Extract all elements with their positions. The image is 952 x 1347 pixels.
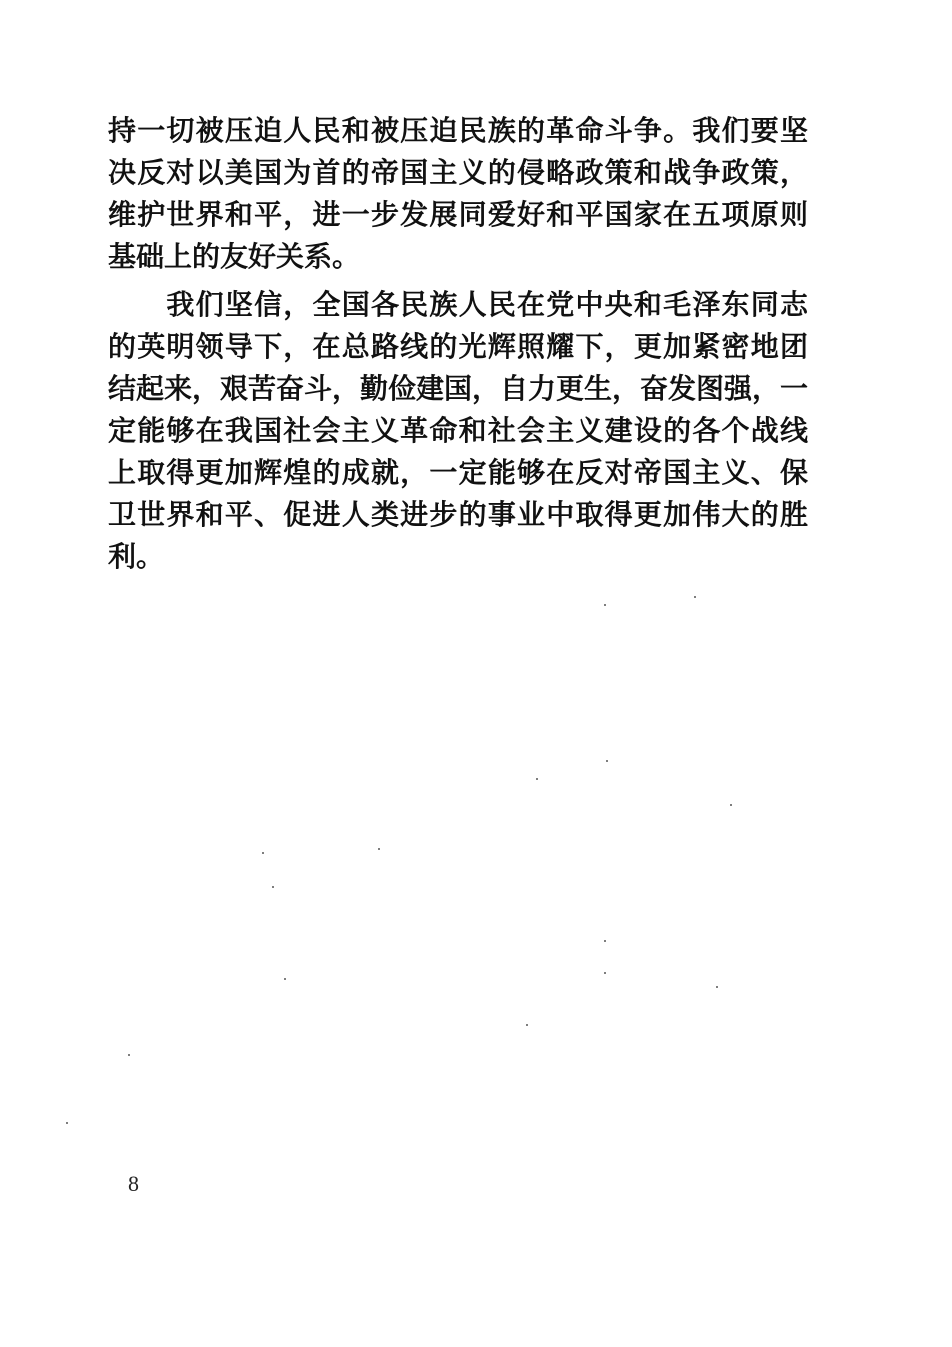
scan-speck xyxy=(284,978,286,980)
scan-speck xyxy=(526,1024,528,1026)
paragraph-1 xyxy=(108,110,808,278)
text-line: 决反对以美国为首的帝国主义的侵略政策和战争政策， xyxy=(108,156,808,189)
text-line: 持一切被压迫人民和被压迫民族的革命斗争。我们要坚 xyxy=(108,114,808,147)
paragraph-2 xyxy=(108,284,808,578)
text-line: 维护世界和平，进一步发展同爱好和平国家在五项原则 xyxy=(108,198,808,231)
text-line: 卫世界和平、促进人类进步的事业中取得更加伟大的胜 xyxy=(108,498,808,531)
text-line: 的英明领导下，在总路线的光辉照耀下，更加紧密地团 xyxy=(108,330,808,363)
scan-speck xyxy=(716,986,718,988)
text-line: 定能够在我国社会主义革命和社会主义建设的各个战线 xyxy=(108,414,808,447)
text-line: 上取得更加辉煌的成就，一定能够在反对帝国主义、保 xyxy=(108,456,808,489)
scan-speck xyxy=(694,596,696,598)
body-text xyxy=(108,110,808,578)
text-line: 结起来，艰苦奋斗，勤俭建国，自力更生，奋发图强，一 xyxy=(108,372,809,405)
scan-speck xyxy=(536,778,538,780)
page-number: 8 xyxy=(128,1171,139,1196)
scan-speck xyxy=(272,886,274,888)
scan-speck xyxy=(606,760,608,762)
text-line: 我们坚信，全国各民族人民在党中央和毛泽东同志 xyxy=(108,288,808,321)
scan-speck xyxy=(730,804,732,806)
scan-speck xyxy=(604,940,606,942)
scan-speck xyxy=(262,852,264,854)
text-line: 基础上的友好关系。 xyxy=(108,240,361,273)
scan-speck xyxy=(128,1054,130,1056)
text-line: 利。 xyxy=(108,540,165,573)
scan-speck xyxy=(378,848,380,850)
scan-speck xyxy=(66,1122,68,1124)
scan-speck xyxy=(604,604,606,606)
scan-speck xyxy=(604,972,606,974)
